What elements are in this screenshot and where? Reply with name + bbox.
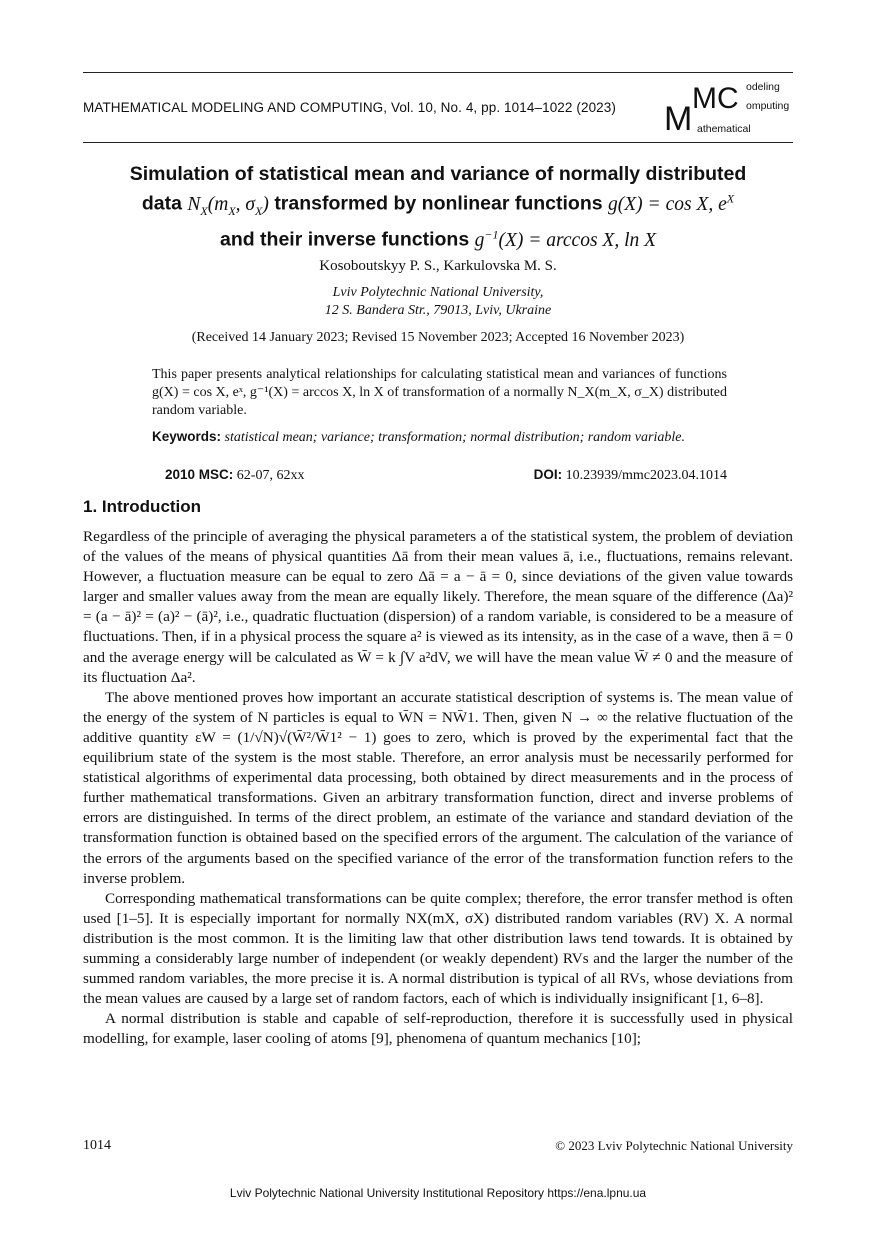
section-heading: 1. Introduction bbox=[83, 497, 202, 516]
copyright: © 2023 Lviv Polytechnic National University bbox=[555, 1138, 793, 1153]
paragraph-4: A normal distribution is stable and capable of self-reproduction, therefore it is successfully used in physical modelling, for example, laser cooling of atoms [9], phenomena of quantum mechanics [10]; bbox=[83, 1010, 793, 1048]
body-text bbox=[83, 527, 793, 1049]
paper-title bbox=[83, 162, 793, 253]
logo-computing: omputing bbox=[746, 100, 790, 112]
page-number: 1014 bbox=[83, 1138, 111, 1153]
paragraph-1: Regardless of the principle of averaging the physical parameters a of the statistical system, the problem of deviation of the values of the means of physical quantities Δā from their mean values ā, i.e., fluctuations, remains relevant. However, a fluctuation measure can be equal to zero Δā = a − ā = 0, since deviations of the given value towards larger and smaller values away from the mean are equally likely. Therefore, the mean square of the difference (Δa)² = (a − ā)² = (a)² − (ā)², i.e., quadratic fluctuation (dispersion) of a random variable, is considered to be a measure of fluctuations. Then, if in a physical process the square a² is viewed as its intensity, as in the case of a wave, then ā = 0 and the average energy will be calculated as W̄ = k ∫V a²dV, we will have the mean value W̄ ≠ 0 and the measure of its fluctuation Δa². bbox=[83, 528, 793, 686]
abstract: This paper presents analytical relationships for calculating statistical mean and variances of functions g(X) = cos X, eˣ, g⁻¹(X) = arccos X, ln X of transformation of a normally N_X(m_X, σ_X) distributed random variable. bbox=[152, 367, 727, 418]
logo-m: M bbox=[664, 100, 693, 138]
keywords-text: statistical mean; variance; transformation; normal distribution; random variable. bbox=[224, 430, 685, 445]
logo-modeling: odeling bbox=[746, 81, 780, 93]
msc: 2010 MSC: 62-07, 62xx bbox=[165, 467, 305, 483]
title-line-2: data $N_X(m_X$, $\sigma_X$) transformed by nonlinear functions g(X) = cos X, $e^X$ bbox=[141, 191, 735, 218]
journal-header: MATHEMATICAL MODELING AND COMPUTING, Vol. 10, No. 4, pp. 1014–1022 (2023) bbox=[83, 100, 616, 115]
journal-logo bbox=[664, 80, 794, 140]
keywords-label: Keywords: bbox=[152, 429, 222, 444]
dates: (Received 14 January 2023; Revised 15 November 2023; Accepted 16 November 2023) bbox=[191, 330, 685, 345]
repository-link[interactable]: Lviv Polytechnic National University Institutional Repository https://ena.lpnu.ua bbox=[229, 1186, 647, 1200]
header-rule bbox=[83, 142, 793, 143]
doi: DOI: 10.23939/mmc2023.04.1014 bbox=[533, 467, 727, 483]
title-line-1: Simulation of statistical mean and variance of normally distributed bbox=[129, 163, 747, 185]
authors: Kosoboutskyy P. S., Karkulovska M. S. bbox=[319, 258, 557, 274]
keywords bbox=[152, 428, 727, 447]
paragraph-2: The above mentioned proves how important an accurate statistical description of systems is. The mean value of the energy of the system of N particles is equal to W̄N = NW̄1. Then, given N → ∞ the relative fluctuation of the additive quantity εW = (1/√N)√(W̄²/W̄1² − 1) goes to zero, which is proved by the experimental fact that the equilibrium state of the system is the most stable. Therefore, an error analysis must be necessarily performed for statistical algorithms of experimental data processing, both obtained by direct measurements and in the process of further mathematical transformations. Given an arbitrary transformation function, direct and inverse problems of errors are distinguished. In terms of the direct problem, an estimate of the variance and standard deviation of the transformation function is obtained based on the specified errors of the argument. The calculation of the variance of the errors of the arguments based on the specified variance of the error of the transformation function refers to the inverse problem. bbox=[83, 688, 793, 887]
logo-mathematical: athematical bbox=[697, 123, 751, 135]
affiliation: Lviv Polytechnic National University, 12 S. Bandera Str., 79013, Lviv, Ukraine bbox=[324, 285, 552, 318]
top-rule bbox=[83, 72, 793, 73]
logo-mc: MC bbox=[692, 82, 739, 115]
paragraph-3: Corresponding mathematical transformations can be quite complex; therefore, the error transfer method is often used [1–5]. It is especially important for normally NX(mX, σX) distributed random variables (RV) X. A normal distribution is the most common. It is the limiting law that other distribution laws tend towards. It is obtained by summing a considerably large number of independent (or weakly dependent) RVs and the larger the number of the summed random variables, the more precise it is. A normal distribution is typical of all RVs, whose deviations from the mean values are caused by a large set of random factors, each of which is individually insignificant [1, 6–8]. bbox=[83, 889, 793, 1008]
title-line-3: and their inverse functions $g^{-1}(X) = \arccos X$, ln X bbox=[219, 227, 657, 251]
